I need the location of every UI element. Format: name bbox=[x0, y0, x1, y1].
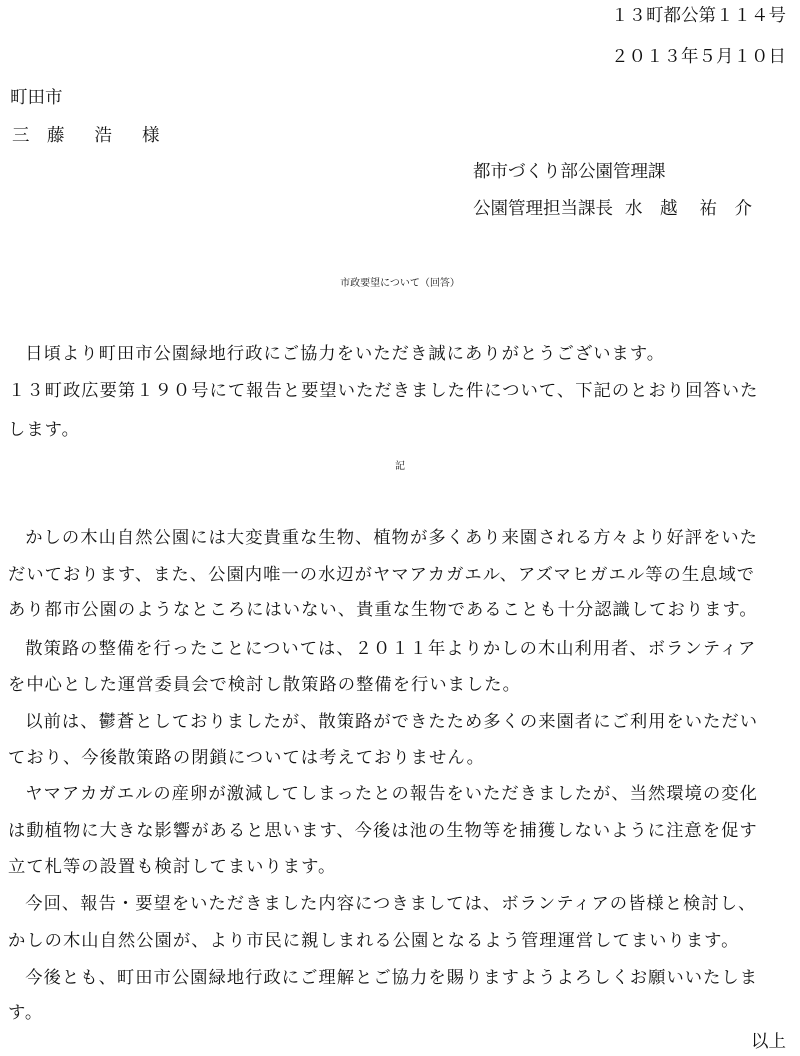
sender-title: 公園管理担当課長 bbox=[473, 199, 613, 219]
body-line: かしの木山自然公園が、より市民に親しまれる公園となるよう管理運営してまいります。 bbox=[8, 931, 740, 951]
body-line: す。 bbox=[8, 1003, 44, 1023]
sender-line bbox=[473, 197, 752, 221]
document-date: ２０１３年５月１０日 bbox=[611, 47, 786, 67]
body-line: ヤマアカガエルの産卵が激減してしまったとの報告をいただきましたが、当然環境の変化 bbox=[25, 784, 758, 804]
body-line: は動植物に大きな影響があると思います、今後は池の生物等を捕獲しないように注意を促す bbox=[8, 821, 758, 841]
body-line: を中心とした運営委員会で検討し散策路の整備を行いました。 bbox=[8, 675, 521, 695]
sender-family-name: 水 越 bbox=[625, 199, 678, 219]
recipient-city: 町田市 bbox=[10, 88, 63, 108]
recipient-honorific: 様 bbox=[142, 126, 160, 146]
body-line: ており、今後散策路の閉鎖については考えておりません。 bbox=[8, 748, 485, 768]
body-line: 散策路の整備を行ったことについては、２０１１年よりかしの木山利用者、ボランティア bbox=[25, 639, 757, 659]
document-number: １３町都公第１１４号 bbox=[611, 6, 786, 26]
body-line: 今回、報告・要望をいただきました内容につきましては、ボランティアの皆様と検討し、 bbox=[25, 894, 757, 914]
body-line: 以前は、鬱蒼としておりましたが、散策路ができたため多くの来園者にご利用をいただい bbox=[25, 712, 759, 732]
subject-heading: 市政要望について（回答） bbox=[340, 278, 460, 289]
sender-department: 都市づくり部公園管理課 bbox=[473, 162, 666, 182]
body-line: あり都市公園のようなところにはいない、貴重な生物であることも十分認識しております。 bbox=[8, 600, 758, 620]
body-line: だいております、また、公園内唯一の水辺がヤマアカガエル、アズマヒガエル等の生息域で bbox=[8, 565, 756, 585]
ki-heading: 記 bbox=[395, 461, 405, 472]
intro-line-2: １３町政広要第１９０号にて報告と要望いただきました件について、下記のとおり回答いた bbox=[8, 381, 759, 401]
sender-given-name: 祐 介 bbox=[699, 199, 752, 219]
body-line: かしの木山自然公園には大変貴重な生物、植物が多くあり来園される方々より好評をいた bbox=[25, 528, 759, 548]
recipient-given-name: 浩 bbox=[94, 126, 112, 146]
recipient-family-name: 三 藤 bbox=[12, 126, 65, 146]
body-line: 立て札等の設置も検討してまいります。 bbox=[8, 857, 337, 877]
closing-text: 以上 bbox=[751, 1032, 786, 1052]
recipient-name bbox=[12, 124, 160, 148]
body-line: 今後とも、町田市公園緑地行政にご理解とご協力を賜りますようよろしくお願いいたしま bbox=[25, 968, 759, 988]
intro-line-3: します。 bbox=[8, 420, 80, 440]
intro-line-1: 日頃より町田市公園緑地行政にご協力をいただき誠にありがとうございます。 bbox=[25, 344, 666, 364]
